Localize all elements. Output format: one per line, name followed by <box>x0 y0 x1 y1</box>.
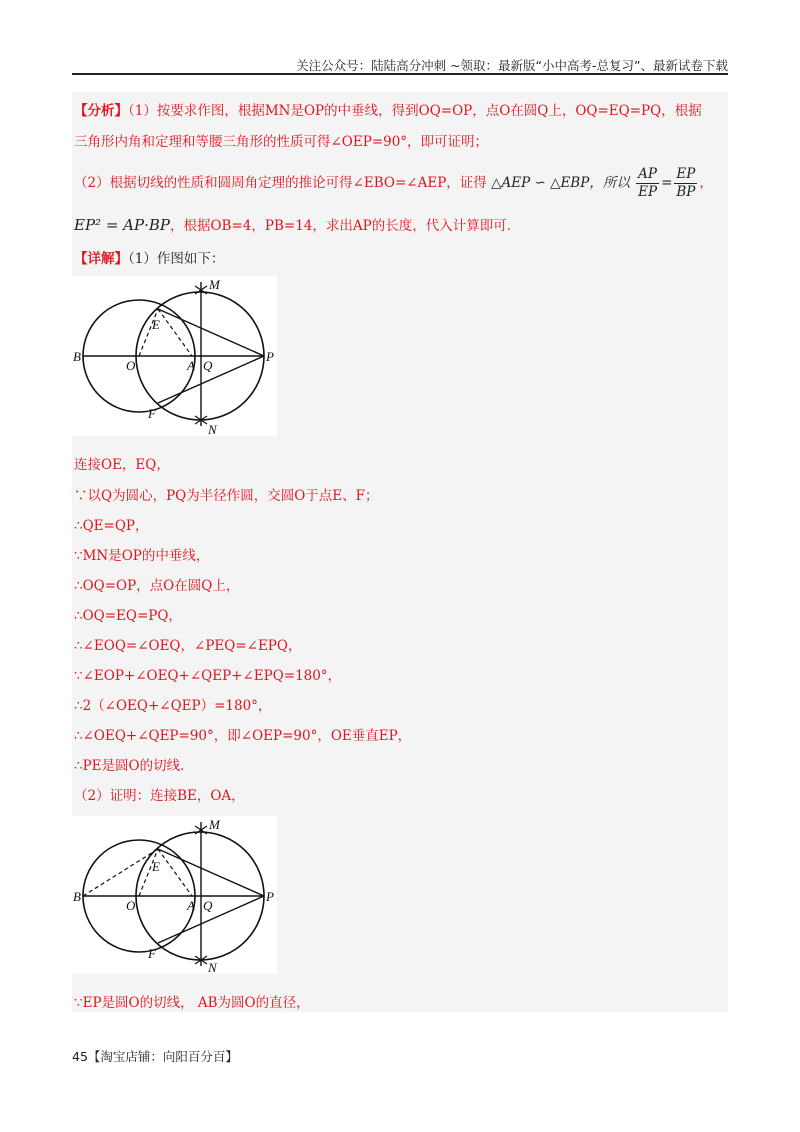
label-B: B <box>73 889 81 904</box>
analysis-p1b: 三角形内角和定理和等腰三角形的性质可得∠OEP=90°，即可证明； <box>74 134 489 150</box>
detail-line-2: ∵以Q为圆心，PQ为半径作圆，交圆O于点E、F； <box>74 488 379 504</box>
detail-tag: 【详解】 <box>74 251 128 267</box>
analysis-line-3: （2）根据切线的性质和圆周角定理的推论可得∠EBO=∠AEP，证得 △AEP ∽ △EBP，所以 $\frac{AP}{EP}$ = $\frac{EP}{BP}$ ， <box>74 166 713 200</box>
detail-last-line: ∵EP是圆O的切线， AB为圆O的直径， <box>74 995 310 1011</box>
detail-line-intro <box>74 247 224 267</box>
label-Q: Q <box>203 358 213 373</box>
label-O: O <box>126 358 136 373</box>
label-Q: Q <box>203 898 213 913</box>
detail-line-11: ∴PE是圆O的切线． <box>74 758 194 774</box>
label-E: E <box>152 859 160 874</box>
detail-line-1: 连接OE，EQ， <box>74 457 170 473</box>
detail-line-5: ∴OQ=OP，点O在圆Q上， <box>74 578 240 594</box>
fraction-ap-ep <box>636 166 659 201</box>
label-M: M <box>209 817 220 832</box>
page-header: 关注公众号：陆陆高分冲刺 ~领取：最新版“小中高考-总复习”、最新试卷下载 <box>296 58 728 73</box>
detail-line-4: ∵MN是OP的中垂线， <box>74 548 210 564</box>
detail-line-7: ∴∠EOQ=∠OEQ，∠PEQ=∠EPQ， <box>74 638 302 654</box>
label-P: P <box>266 349 274 364</box>
detail-line-9: ∴2（∠OEQ+∠QEP）=180°， <box>74 698 272 714</box>
detail-line-6: ∴OQ=EQ=PQ， <box>74 608 182 624</box>
analysis-p1: （1）按要求作图，根据MN是OP的中垂线，得到OQ=OP，点O在圆Q上，OQ=EQ=PQ，根据 <box>128 103 702 119</box>
label-F: F <box>148 406 156 421</box>
geometry-figure-1 <box>72 276 277 436</box>
detail-intro: （1）作图如下： <box>128 251 225 267</box>
analysis-formula: EP² = AP·BP <box>74 216 170 234</box>
label-B: B <box>73 349 81 364</box>
label-F: F <box>148 946 156 961</box>
label-A: A <box>187 898 195 913</box>
geometry-figure-2 <box>72 816 277 974</box>
page-footer: 45【淘宝店铺：向阳百分百】 <box>72 1049 238 1064</box>
analysis-line-1 <box>74 99 702 119</box>
label-O: O <box>126 898 136 913</box>
fraction-ep-bp <box>674 166 697 201</box>
fraction-numerator: EP <box>674 166 697 184</box>
label-A: A <box>187 358 195 373</box>
label-N: N <box>208 422 217 436</box>
detail-line-8: ∵∠EOP+∠OEQ+∠QEP+∠EPQ=180°， <box>74 668 342 684</box>
analysis-line-2 <box>74 130 488 150</box>
analysis-p2-sim: △AEP ∽ △EBP，所以 <box>491 175 630 191</box>
fraction-denominator: EP <box>638 184 658 200</box>
analysis-p2: （2）根据切线的性质和圆周角定理的推论可得∠EBO=∠AEP，证得 <box>74 175 487 191</box>
detail-line-10: ∴∠OEQ+∠QEP=90°，即∠OEP=90°，OE垂直EP， <box>74 728 412 744</box>
detail-line-3: ∴QE=QP， <box>74 518 149 534</box>
analysis-p2-comma: ， <box>699 175 713 191</box>
label-M: M <box>209 277 220 292</box>
analysis-p3: ，根据OB=4，PB=14，求出AP的长度，代入计算即可． <box>169 218 521 234</box>
label-P: P <box>266 889 274 904</box>
label-E: E <box>152 317 160 332</box>
fraction-denominator: BP <box>676 184 696 200</box>
header-rule <box>72 73 728 75</box>
label-N: N <box>208 960 217 974</box>
fraction-numerator: AP <box>636 166 659 184</box>
detail-part2-intro: （2）证明：连接BE，OA， <box>74 788 245 804</box>
analysis-line-4 <box>74 214 520 234</box>
analysis-tag: 【分析】 <box>74 103 128 119</box>
